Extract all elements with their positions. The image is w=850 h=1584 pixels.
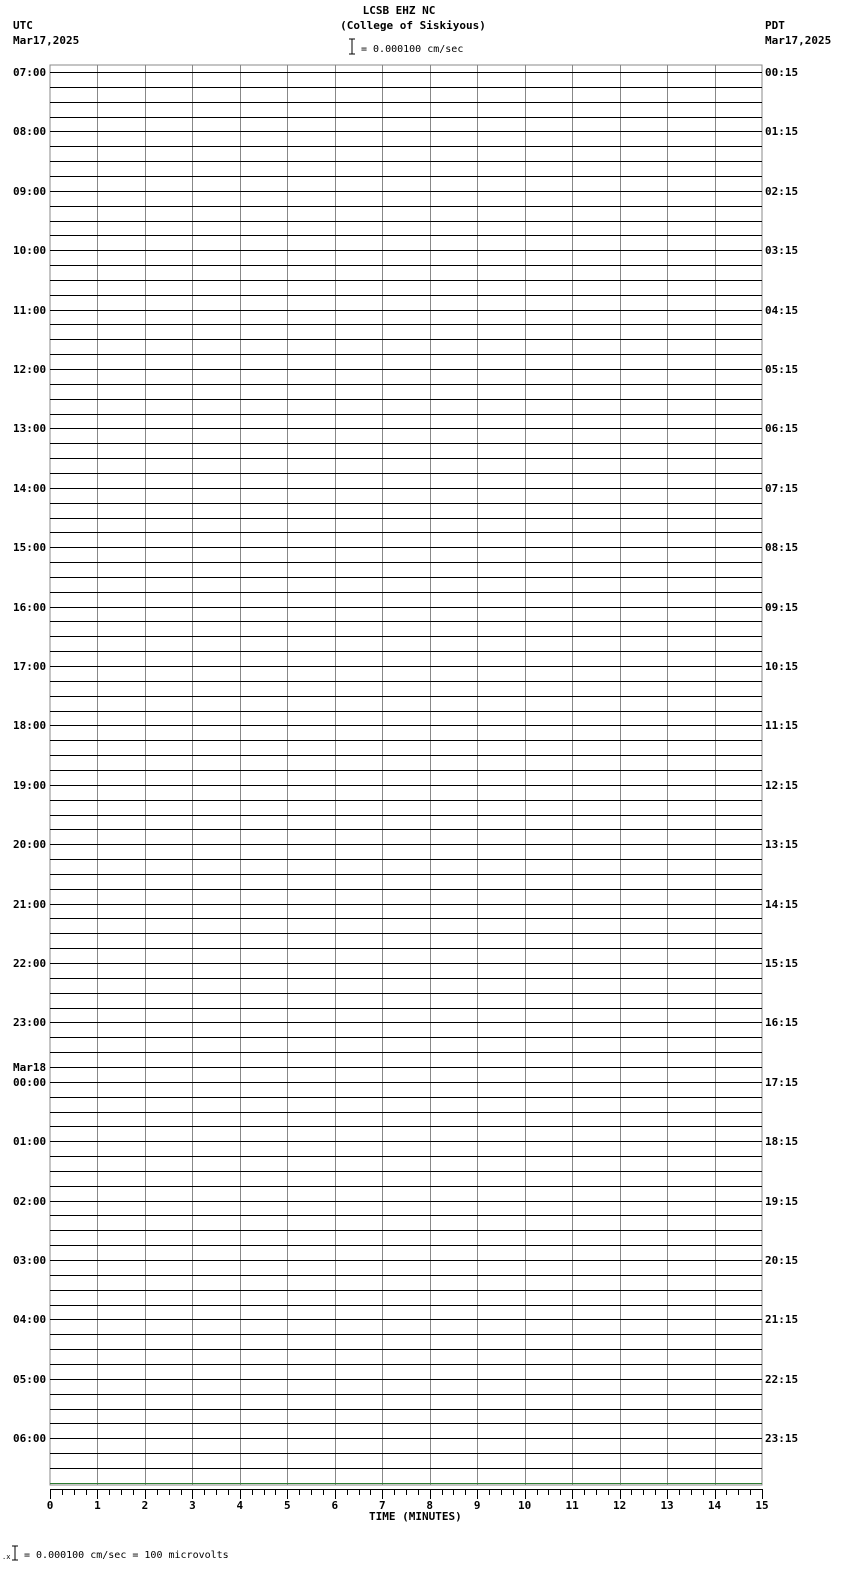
utc-hour-label: 02:00 [13,1195,47,1208]
pdt-hour-label: 08:15 [765,541,799,554]
utc-hour-label: 12:00 [13,363,47,376]
utc-hour-label: 14:00 [13,482,47,495]
utc-hour-label: 04:00 [13,1313,47,1326]
pdt-hour-label: 13:15 [765,838,799,851]
left-date: Mar17,2025 [13,34,80,47]
pdt-hour-label: 07:15 [765,482,799,495]
x-tick-label: 9 [473,1499,481,1512]
pdt-hour-label: 21:15 [765,1313,799,1326]
left-timezone: UTC [13,19,33,32]
utc-hour-label: 23:00 [13,1016,47,1029]
pdt-hour-label: 03:15 [765,244,799,257]
pdt-hour-label: 23:15 [765,1432,799,1445]
site-subtitle: (College of Siskiyous) [340,19,486,32]
x-tick-label: 10 [518,1499,532,1512]
pdt-hour-label: 16:15 [765,1016,799,1029]
pdt-hour-label: 09:15 [765,601,799,614]
x-tick-label: 8 [426,1499,434,1512]
x-tick-label: 1 [94,1499,101,1512]
utc-hour-label: 20:00 [13,838,47,851]
pdt-hour-label: 06:15 [765,422,799,435]
pdt-hour-label: 10:15 [765,660,799,673]
pdt-hour-label: 20:15 [765,1254,799,1267]
utc-hour-label: 05:00 [13,1373,47,1386]
pdt-hour-label: 17:15 [765,1076,799,1089]
utc-hour-label: 07:00 [13,66,47,79]
calibration-marker: .x [2,1553,11,1561]
x-tick-label: 7 [378,1499,386,1512]
utc-hour-label: 03:00 [13,1254,47,1267]
utc-hour-label: 22:00 [13,957,47,970]
x-tick-label: 2 [141,1499,149,1512]
pdt-hour-label: 22:15 [765,1373,799,1386]
utc-hour-label: 09:00 [13,185,47,198]
utc-hour-label: 11:00 [13,304,47,317]
pdt-hour-label: 00:15 [765,66,799,79]
x-tick-label: 11 [565,1499,579,1512]
x-tick-label: 14 [707,1499,722,1512]
utc-hour-label: 21:00 [13,898,47,911]
right-date: Mar17,2025 [765,34,832,47]
pdt-hour-label: 04:15 [765,304,799,317]
scale-bar-icon [349,39,355,54]
x-tick-label: 0 [46,1499,54,1512]
utc-hour-label: 13:00 [13,422,47,435]
pdt-hour-label: 18:15 [765,1135,799,1148]
x-tick-label: 6 [331,1499,339,1512]
utc-hour-label: 17:00 [13,660,47,673]
utc-hour-label: 01:00 [13,1135,47,1148]
utc-hour-label: 15:00 [13,541,47,554]
plot-frame [50,65,762,1485]
station-title: LCSB EHZ NC [362,4,436,17]
x-tick-label: 12 [612,1499,627,1512]
x-tick-label: 15 [755,1499,769,1512]
utc-hour-label: 19:00 [13,779,47,792]
pdt-hour-label: 01:15 [765,125,799,138]
pdt-hour-label: 02:15 [765,185,799,198]
scale-label: = 0.000100 cm/sec [361,44,464,55]
utc-hour-label: 06:00 [13,1432,47,1445]
utc-hour-label: 18:00 [13,719,47,732]
x-tick-label: 3 [189,1499,196,1512]
pdt-hour-label: 19:15 [765,1195,799,1208]
utc-hour-label: 10:00 [13,244,47,257]
pdt-hour-label: 12:15 [765,779,799,792]
utc-hour-label: 16:00 [13,601,47,614]
calibration-bar-icon [12,1546,18,1560]
pdt-hour-label: 15:15 [765,957,799,970]
pdt-hour-label: 05:15 [765,363,799,376]
utc-hour-label: 08:00 [13,125,47,138]
x-tick-label: 4 [236,1499,244,1512]
x-axis-title: TIME (MINUTES) [369,1510,462,1523]
calibration-label: = 0.000100 cm/sec = 100 microvolts [24,1550,229,1561]
pdt-hour-label: 11:15 [765,719,799,732]
right-timezone: PDT [765,19,785,32]
x-tick-label: 5 [284,1499,291,1512]
date-change-label: Mar18 [13,1061,47,1074]
pdt-hour-label: 14:15 [765,898,799,911]
x-tick-label: 13 [660,1499,674,1512]
utc-hour-label: 00:00 [13,1076,47,1089]
